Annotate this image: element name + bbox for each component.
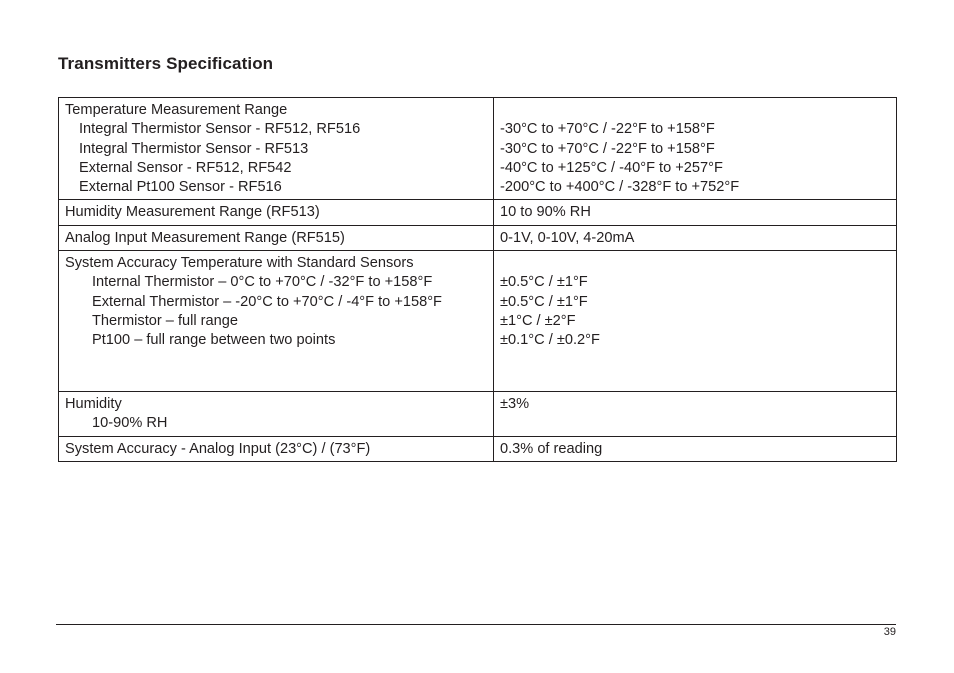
spec-value: ±0.1°C / ±0.2°F xyxy=(500,332,600,349)
table-row xyxy=(59,392,897,437)
spec-sub-label: Integral Thermistor Sensor - RF512, RF516 xyxy=(79,121,361,138)
spec-label-cell xyxy=(59,98,494,200)
spec-sub-label: Pt100 – full range between two points xyxy=(92,332,336,349)
spec-sub-label: 10-90% RH xyxy=(92,415,168,432)
spec-value: ±3% xyxy=(500,396,530,413)
spec-heading: Humidity xyxy=(65,396,122,413)
spec-table xyxy=(58,97,897,462)
spec-label-cell xyxy=(59,200,494,225)
spec-label-cell xyxy=(59,392,494,437)
spec-label-cell xyxy=(59,251,494,392)
spec-value: ±0.5°C / ±1°F xyxy=(500,274,588,291)
footer-divider xyxy=(56,624,896,625)
spec-value: ±1°C / ±2°F xyxy=(500,312,576,329)
section-title: Transmitters Specification xyxy=(58,54,274,73)
spec-heading: System Accuracy - Analog Input (23°C) / (73°F) xyxy=(65,440,371,457)
spec-value-cell xyxy=(494,436,897,461)
table-row xyxy=(59,200,897,225)
spec-value: 0.3% of reading xyxy=(500,440,603,457)
spec-value-cell xyxy=(494,98,897,200)
row-spacer xyxy=(500,101,890,120)
spec-heading: System Accuracy Temperature with Standard Sensors xyxy=(65,255,414,272)
spec-value: -30°C to +70°C / -22°F to +158°F xyxy=(500,140,715,157)
table-row xyxy=(59,98,897,200)
spec-sub-label: Integral Thermistor Sensor - RF513 xyxy=(79,140,309,157)
table-row xyxy=(59,436,897,461)
spec-heading: Humidity Measurement Range (RF513) xyxy=(65,204,320,221)
spec-value-cell xyxy=(494,392,897,437)
spec-label-cell xyxy=(59,436,494,461)
spec-value: -40°C to +125°C / -40°F to +257°F xyxy=(500,159,723,176)
spec-sub-label: Internal Thermistor – 0°C to +70°C / -32°F to +158°F xyxy=(92,274,433,291)
spec-value: 10 to 90% RH xyxy=(500,204,591,221)
spec-value-cell xyxy=(494,200,897,225)
spec-sub-label: External Pt100 Sensor - RF516 xyxy=(79,179,282,196)
spec-heading: Temperature Measurement Range xyxy=(65,102,288,118)
spec-sub-label: Thermistor – full range xyxy=(92,312,238,329)
spec-label-cell xyxy=(59,225,494,250)
spec-value: -30°C to +70°C / -22°F to +158°F xyxy=(500,121,715,138)
table-row xyxy=(59,251,897,392)
spec-value-cell xyxy=(494,251,897,392)
page-number: 39 xyxy=(883,626,896,638)
spec-value-cell xyxy=(494,225,897,250)
spec-heading: Analog Input Measurement Range (RF515) xyxy=(65,229,345,246)
row-spacer xyxy=(500,254,890,273)
spec-value: -200°C to +400°C / -328°F to +752°F xyxy=(500,179,740,196)
table-row xyxy=(59,225,897,250)
spec-value: ±0.5°C / ±1°F xyxy=(500,293,588,310)
spec-sub-label: External Thermistor – -20°C to +70°C / -4°F to +158°F xyxy=(92,293,442,310)
spec-sub-label: External Sensor - RF512, RF542 xyxy=(79,159,292,176)
spec-value: 0-1V, 0-10V, 4-20mA xyxy=(500,229,635,246)
